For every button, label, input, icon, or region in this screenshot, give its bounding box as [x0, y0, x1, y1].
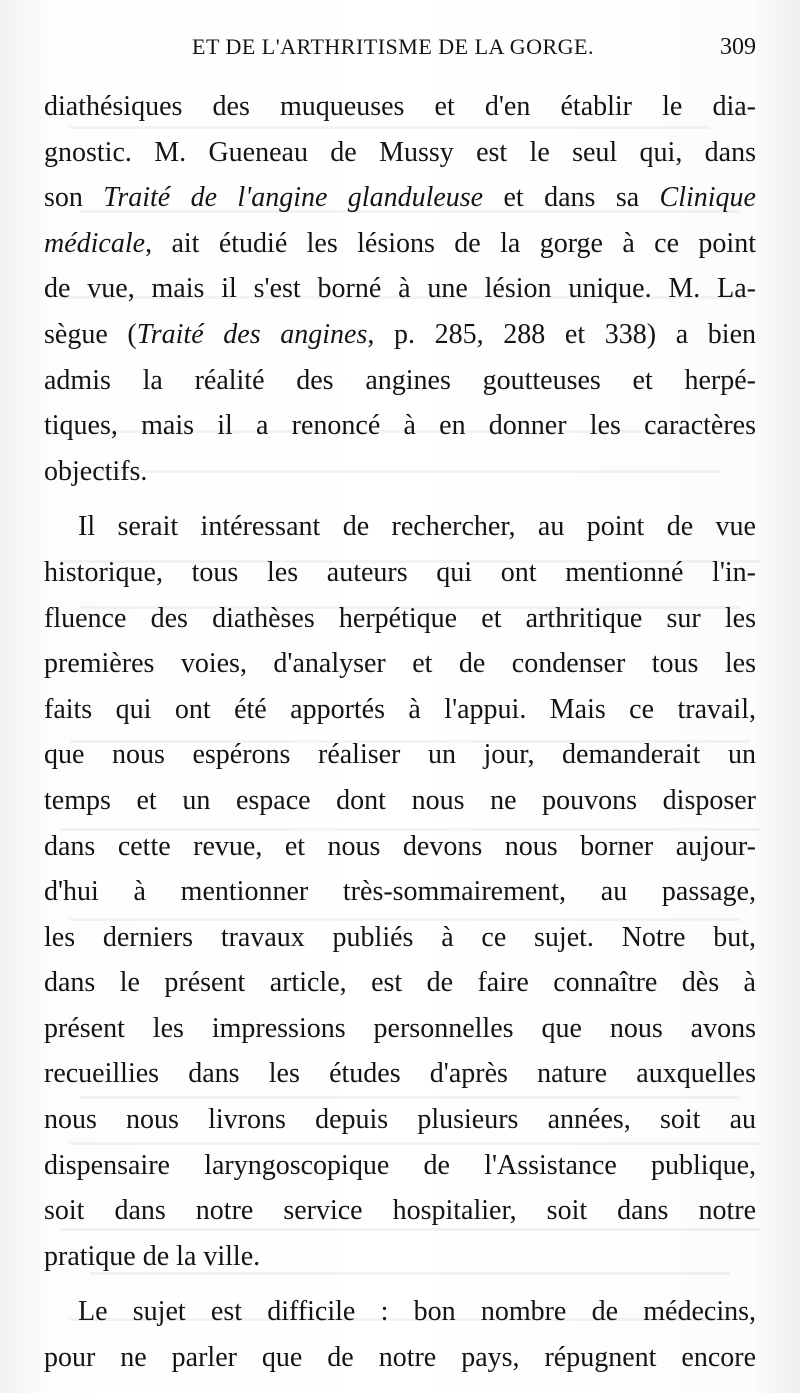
- text-line: [44, 221, 756, 267]
- text-line: tiques, mais il a renoncé à en donner les caractères: [44, 410, 756, 442]
- text-line: historique, tous les auteurs qui ont mentionné l'in-: [44, 556, 756, 588]
- paragraph-gap: [44, 494, 756, 504]
- paragraph-1: [44, 84, 756, 494]
- text-line: gnostic. M. Gueneau de Mussy est le seul qui, dans: [44, 136, 756, 168]
- text-line: temps et un espace dont nous ne pouvons disposer: [44, 784, 756, 816]
- text-line: admis la réalité des angines goutteuses et herpé-: [44, 364, 756, 396]
- text-line: objectifs.: [44, 455, 148, 487]
- book-title-italic: Traité de l'angine glanduleuse: [103, 182, 484, 214]
- text-line: présent les impressions personnelles que nous avons: [44, 1012, 756, 1044]
- text-line: Il serait intéressant de rechercher, au point de vue: [78, 511, 756, 543]
- text-line: faits qui ont été apportés à l'appui. Mais ce travail,: [44, 693, 756, 725]
- book-title-italic: médicale: [44, 227, 146, 259]
- text-line: dans cette revue, et nous devons nous borner aujour-: [44, 830, 756, 862]
- text-line: Le sujet est difficile : bon nombre de médecins,: [78, 1296, 756, 1328]
- text-line: nous nous livrons depuis plusieurs années, soit au: [44, 1104, 756, 1136]
- text-line: [44, 175, 756, 221]
- paragraph-2: [44, 504, 756, 1279]
- running-title: ET DE L'ARTHRITISME DE LA GORGE.: [192, 34, 594, 59]
- book-title-italic: Clinique: [659, 182, 756, 214]
- text-line: de vue, mais il s'est borné à une lésion unique. M. La-: [44, 273, 756, 305]
- text-line: dispensaire laryngoscopique de l'Assistance publique,: [44, 1149, 756, 1181]
- paragraph-gap: [44, 1279, 756, 1289]
- text-line: pour ne parler que de notre pays, répugnent encore: [44, 1342, 756, 1374]
- text-line: recueillies dans les études d'après nature auxquelles: [44, 1058, 756, 1090]
- text-segment: son: [44, 182, 104, 214]
- text-line: que nous espérons réaliser un jour, demanderait un: [44, 739, 756, 771]
- book-title-italic: Traité des angines: [136, 318, 368, 350]
- text-line: pratique de la ville.: [44, 1240, 261, 1272]
- text-line: d'hui à mentionner très-sommairement, au passage,: [44, 876, 756, 908]
- text-line: diathésiques des muqueuses et d'en établir le dia-: [44, 91, 756, 122]
- text-segment: , p. 285, 288 et 338) a bien: [367, 318, 756, 350]
- text-line: les derniers travaux publiés à ce sujet. Notre but,: [44, 921, 756, 953]
- text-segment: sègue (: [44, 318, 137, 350]
- paragraph-3: [44, 1289, 756, 1380]
- page-number: 309: [720, 34, 756, 60]
- text-line: premières voies, d'analyser et de condenser tous les: [44, 648, 756, 680]
- text-line: fluence des diathèses herpétique et arthritique sur les: [44, 602, 756, 634]
- text-line: dans le présent article, est de faire connaître dès à: [44, 967, 756, 999]
- text-segment: , ait étudié les lésions de la gorge à ce point: [145, 227, 756, 259]
- text-line: soit dans notre service hospitalier, soit dans notre: [44, 1195, 756, 1227]
- running-head: [44, 34, 756, 70]
- body-text: [44, 84, 756, 1381]
- text-segment: et dans sa: [483, 182, 660, 214]
- text-line: [44, 312, 756, 358]
